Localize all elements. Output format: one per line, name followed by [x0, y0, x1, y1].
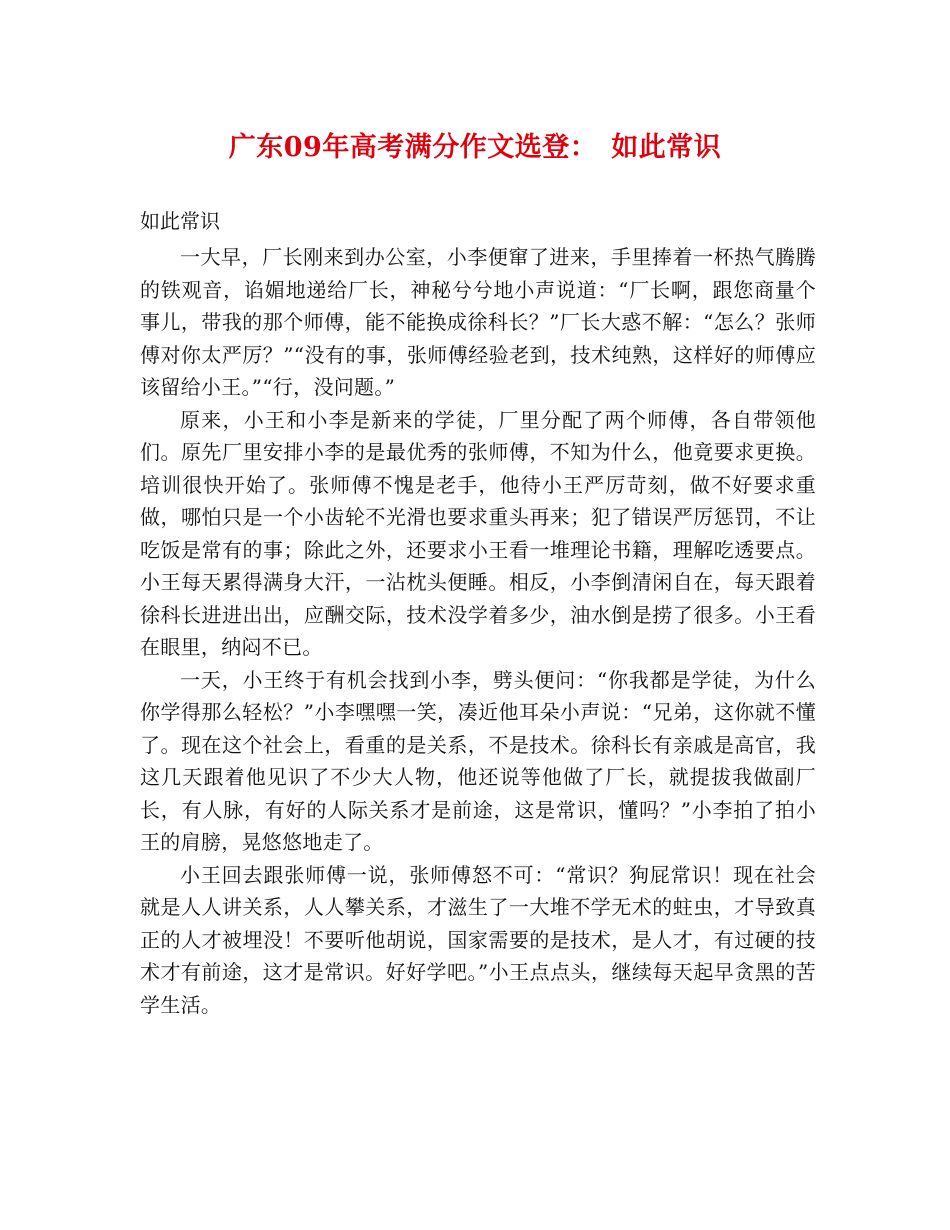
document-body — [140, 241, 816, 1021]
document-subtitle: 如此常识 — [140, 209, 220, 233]
document-title: 广东09年高考满分作文选登： 如此常识 — [228, 132, 722, 163]
paragraph: 原来，小王和小李是新来的学徒，厂里分配了两个师傅，各自带领他们。原先厂里安排小李的是最优秀的张师傅，不知为什么，他竟要求更换。培训很快开始了。张师傅不愧是老手，他待小王严厉苛刻，做不好要求重做，哪怕只是一个小齿轮不光滑也要求重头再来；犯了错误严厉惩罚，不让吃饭是常有的事；除此之外，还要求小王看一堆理论书籍，理解吃透要点。小王每天累得满身大汗，一沾枕头便睡。相反，小李倒清闲自在，每天跟着徐科长进进出出，应酬交际，技术没学着多少，油水倒是捞了很多。小王看在眼里，纳闷不已。 — [140, 407, 816, 659]
paragraph: 一天，小王终于有机会找到小李，劈头便问：“你我都是学徒，为什么你学得那么轻松？”小李嘿嘿一笑，凑近他耳朵小声说：“兄弟，这你就不懂了。现在这个社会上，看重的是关系，不是技术。徐科长有亲戚是高官，我这几天跟着他见识了不少大人物，他还说等他做了厂长，就提拔我做副厂长，有人脉，有好的人际关系才是前途，这是常识，懂吗？”小李拍了拍小王的肩膀，晃悠悠地走了。 — [140, 667, 816, 854]
paragraph: 一大早，厂长刚来到办公室，小李便窜了进来，手里捧着一杯热气腾腾的铁观音，谄媚地递给厂长，神秘兮兮地小声说道：“厂长啊，跟您商量个事儿，带我的那个师傅，能不能换成徐科长？”厂长大惑不解：“怎么？张师傅对你太严厉？”“没有的事，张师傅经验老到，技术纯熟，这样好的师傅应该留给小王。”“行，没问题。” — [140, 245, 816, 399]
paragraph: 小王回去跟张师傅一说，张师傅怒不可：“常识？狗屁常识！现在社会就是人人讲关系，人人攀关系，才滋生了一大堆不学无术的蛀虫，才导致真正的人才被埋没！不要听他胡说，国家需要的是技术，是人才，有过硬的技术才有前途，这才是常识。好好学吧。”小王点点头，继续每天起早贪黑的苦学生活。 — [140, 862, 816, 1017]
